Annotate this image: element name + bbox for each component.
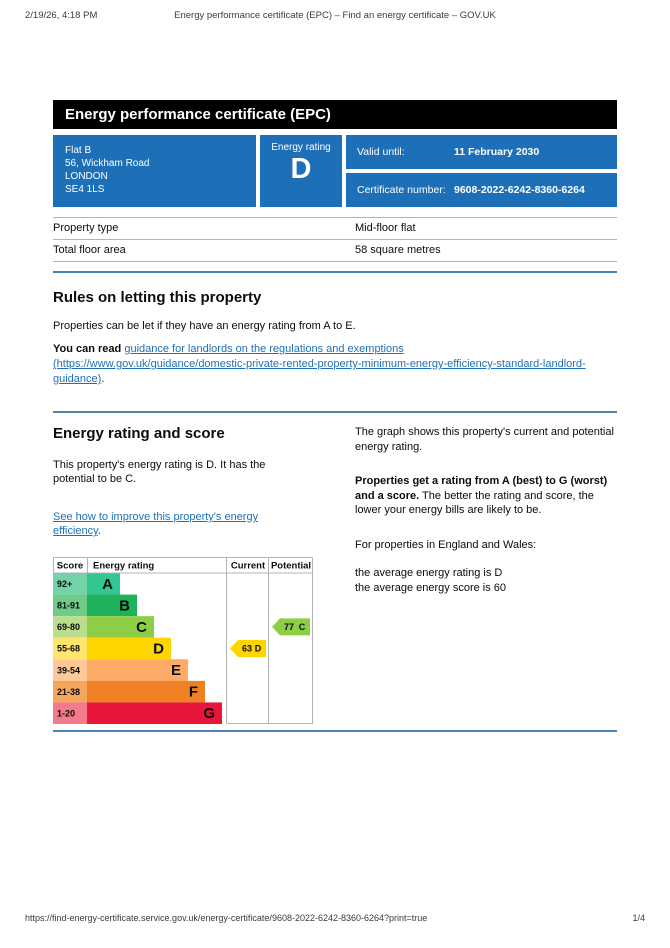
certificate-number-row xyxy=(346,173,617,207)
rules-guidance-paragraph xyxy=(53,342,598,387)
averages-list xyxy=(355,566,617,595)
energy-rating-heading: Energy rating and score xyxy=(53,425,225,442)
energy-rating-left-column xyxy=(53,425,340,724)
rules-paragraph-prefix: You can read xyxy=(53,343,125,355)
rules-section xyxy=(53,289,617,387)
property-type-label: Property type xyxy=(53,222,119,234)
table-row xyxy=(53,240,617,262)
potential-rating-arrow xyxy=(272,618,310,635)
rating-scale-paragraph xyxy=(355,474,617,518)
print-page-title: Energy performance certificate (EPC) – Find an energy certificate – GOV.UK xyxy=(174,10,496,21)
summary-panels xyxy=(53,135,617,207)
browser-print-footer xyxy=(25,913,645,923)
svg-text:B: B xyxy=(119,597,130,615)
rules-paragraph: Properties can be let if they have an energy rating from A to E. xyxy=(53,320,356,332)
valid-until-label: Valid until: xyxy=(357,146,405,158)
section-divider xyxy=(53,730,617,732)
svg-text:77: 77 xyxy=(283,622,295,633)
energy-rating-right-column xyxy=(355,425,617,724)
certificate-number-value: 9608-2022-6242-8360-6264 xyxy=(454,184,585,196)
svg-text:55-68: 55-68 xyxy=(57,643,81,654)
svg-text:F: F xyxy=(188,683,198,701)
svg-text:81-91: 81-91 xyxy=(57,600,81,611)
svg-text:C: C xyxy=(136,618,147,636)
average-score-line: the average energy score is 60 xyxy=(355,581,507,594)
band-row-F xyxy=(53,681,205,703)
svg-text:G: G xyxy=(203,705,215,723)
band-row-G xyxy=(53,702,222,724)
band-row-C xyxy=(53,616,154,638)
address-line: SE4 1LS xyxy=(65,184,105,195)
print-footer-url: https://find-energy-certificate.service.gov.uk/energy-certificate/9608-2022-6242-8360-6264?print=true xyxy=(25,913,428,923)
section-divider xyxy=(53,271,617,273)
browser-print-header xyxy=(25,10,645,21)
svg-text:1-20: 1-20 xyxy=(57,708,76,719)
address-line: 56, Wickham Road xyxy=(65,158,150,169)
banner-title: Energy performance certificate (EPC) xyxy=(65,106,331,123)
rating-scale-bold: Properties get a rating from A (best) to G (worst) and a score. xyxy=(355,475,608,502)
svg-text:E: E xyxy=(170,662,181,680)
rules-paragraph-suffix: . xyxy=(101,373,105,385)
landlord-guidance-link[interactable]: guidance for landlords on the regulations and exemptions (https://www.gov.uk/guidance/domestic-private-rented-property-minimum-energy-efficiency-standard-landlord-guidance) xyxy=(53,343,586,385)
property-type-value: Mid-floor flat xyxy=(355,222,416,234)
band-row-D xyxy=(53,638,171,660)
rules-heading: Rules on letting this property xyxy=(53,289,262,306)
address-line: Flat B xyxy=(65,145,92,156)
graph-explainer-paragraph: The graph shows this property's current and potential energy rating. xyxy=(355,426,614,453)
svg-text:D: D xyxy=(254,643,262,654)
improve-link-suffix: . xyxy=(97,525,101,537)
address-line: LONDON xyxy=(65,171,108,182)
epc-rating-graph xyxy=(53,557,313,724)
average-rating-line: the average energy rating is D xyxy=(355,567,503,579)
svg-text:39-54: 39-54 xyxy=(57,665,81,676)
svg-text:69-80: 69-80 xyxy=(57,622,81,633)
valid-until-value: 11 February 2030 xyxy=(454,146,540,158)
section-divider xyxy=(53,411,617,413)
svg-text:Current: Current xyxy=(230,560,266,572)
valid-until-row xyxy=(346,135,617,169)
energy-rating-value: D xyxy=(290,153,312,185)
svg-text:Potential: Potential xyxy=(270,560,312,572)
svg-text:A: A xyxy=(102,575,113,593)
svg-text:Score: Score xyxy=(56,560,84,572)
svg-text:92+: 92+ xyxy=(57,578,73,589)
certificate-number-label: Certificate number: xyxy=(357,184,446,196)
band-row-E xyxy=(53,659,188,681)
svg-text:D: D xyxy=(153,640,164,658)
rating-scale-rest: The better the rating and score, the lower your energy bills are likely to be. xyxy=(355,489,594,516)
validity-panel xyxy=(346,135,617,207)
improve-link-wrap xyxy=(53,510,303,538)
band-row-A xyxy=(53,573,120,595)
band-row-B xyxy=(53,595,137,617)
floor-area-value: 58 square metres xyxy=(355,244,441,256)
improve-efficiency-link[interactable]: See how to improve this property's energy efficiency xyxy=(53,511,259,537)
england-wales-paragraph: For properties in England and Wales: xyxy=(355,538,537,551)
table-row xyxy=(53,218,617,240)
floor-area-label: Total floor area xyxy=(53,244,126,256)
current-rating-arrow xyxy=(230,640,266,657)
energy-rating-section xyxy=(53,425,617,724)
svg-text:63: 63 xyxy=(241,643,253,654)
energy-rating-panel xyxy=(260,135,342,207)
svg-text:21-38: 21-38 xyxy=(57,686,81,697)
property-summary-table xyxy=(53,217,617,262)
print-datetime: 2/19/26, 4:18 PM xyxy=(25,10,98,21)
certificate-banner xyxy=(53,100,617,129)
energy-rating-label: Energy rating xyxy=(271,142,331,153)
address-panel xyxy=(53,135,256,207)
svg-text:C: C xyxy=(298,622,306,633)
print-footer-page-number: 1/4 xyxy=(632,913,645,923)
rating-summary-paragraph: This property's energy rating is D. It has the potential to be C. xyxy=(53,459,266,485)
svg-text:Energy rating: Energy rating xyxy=(93,560,155,572)
